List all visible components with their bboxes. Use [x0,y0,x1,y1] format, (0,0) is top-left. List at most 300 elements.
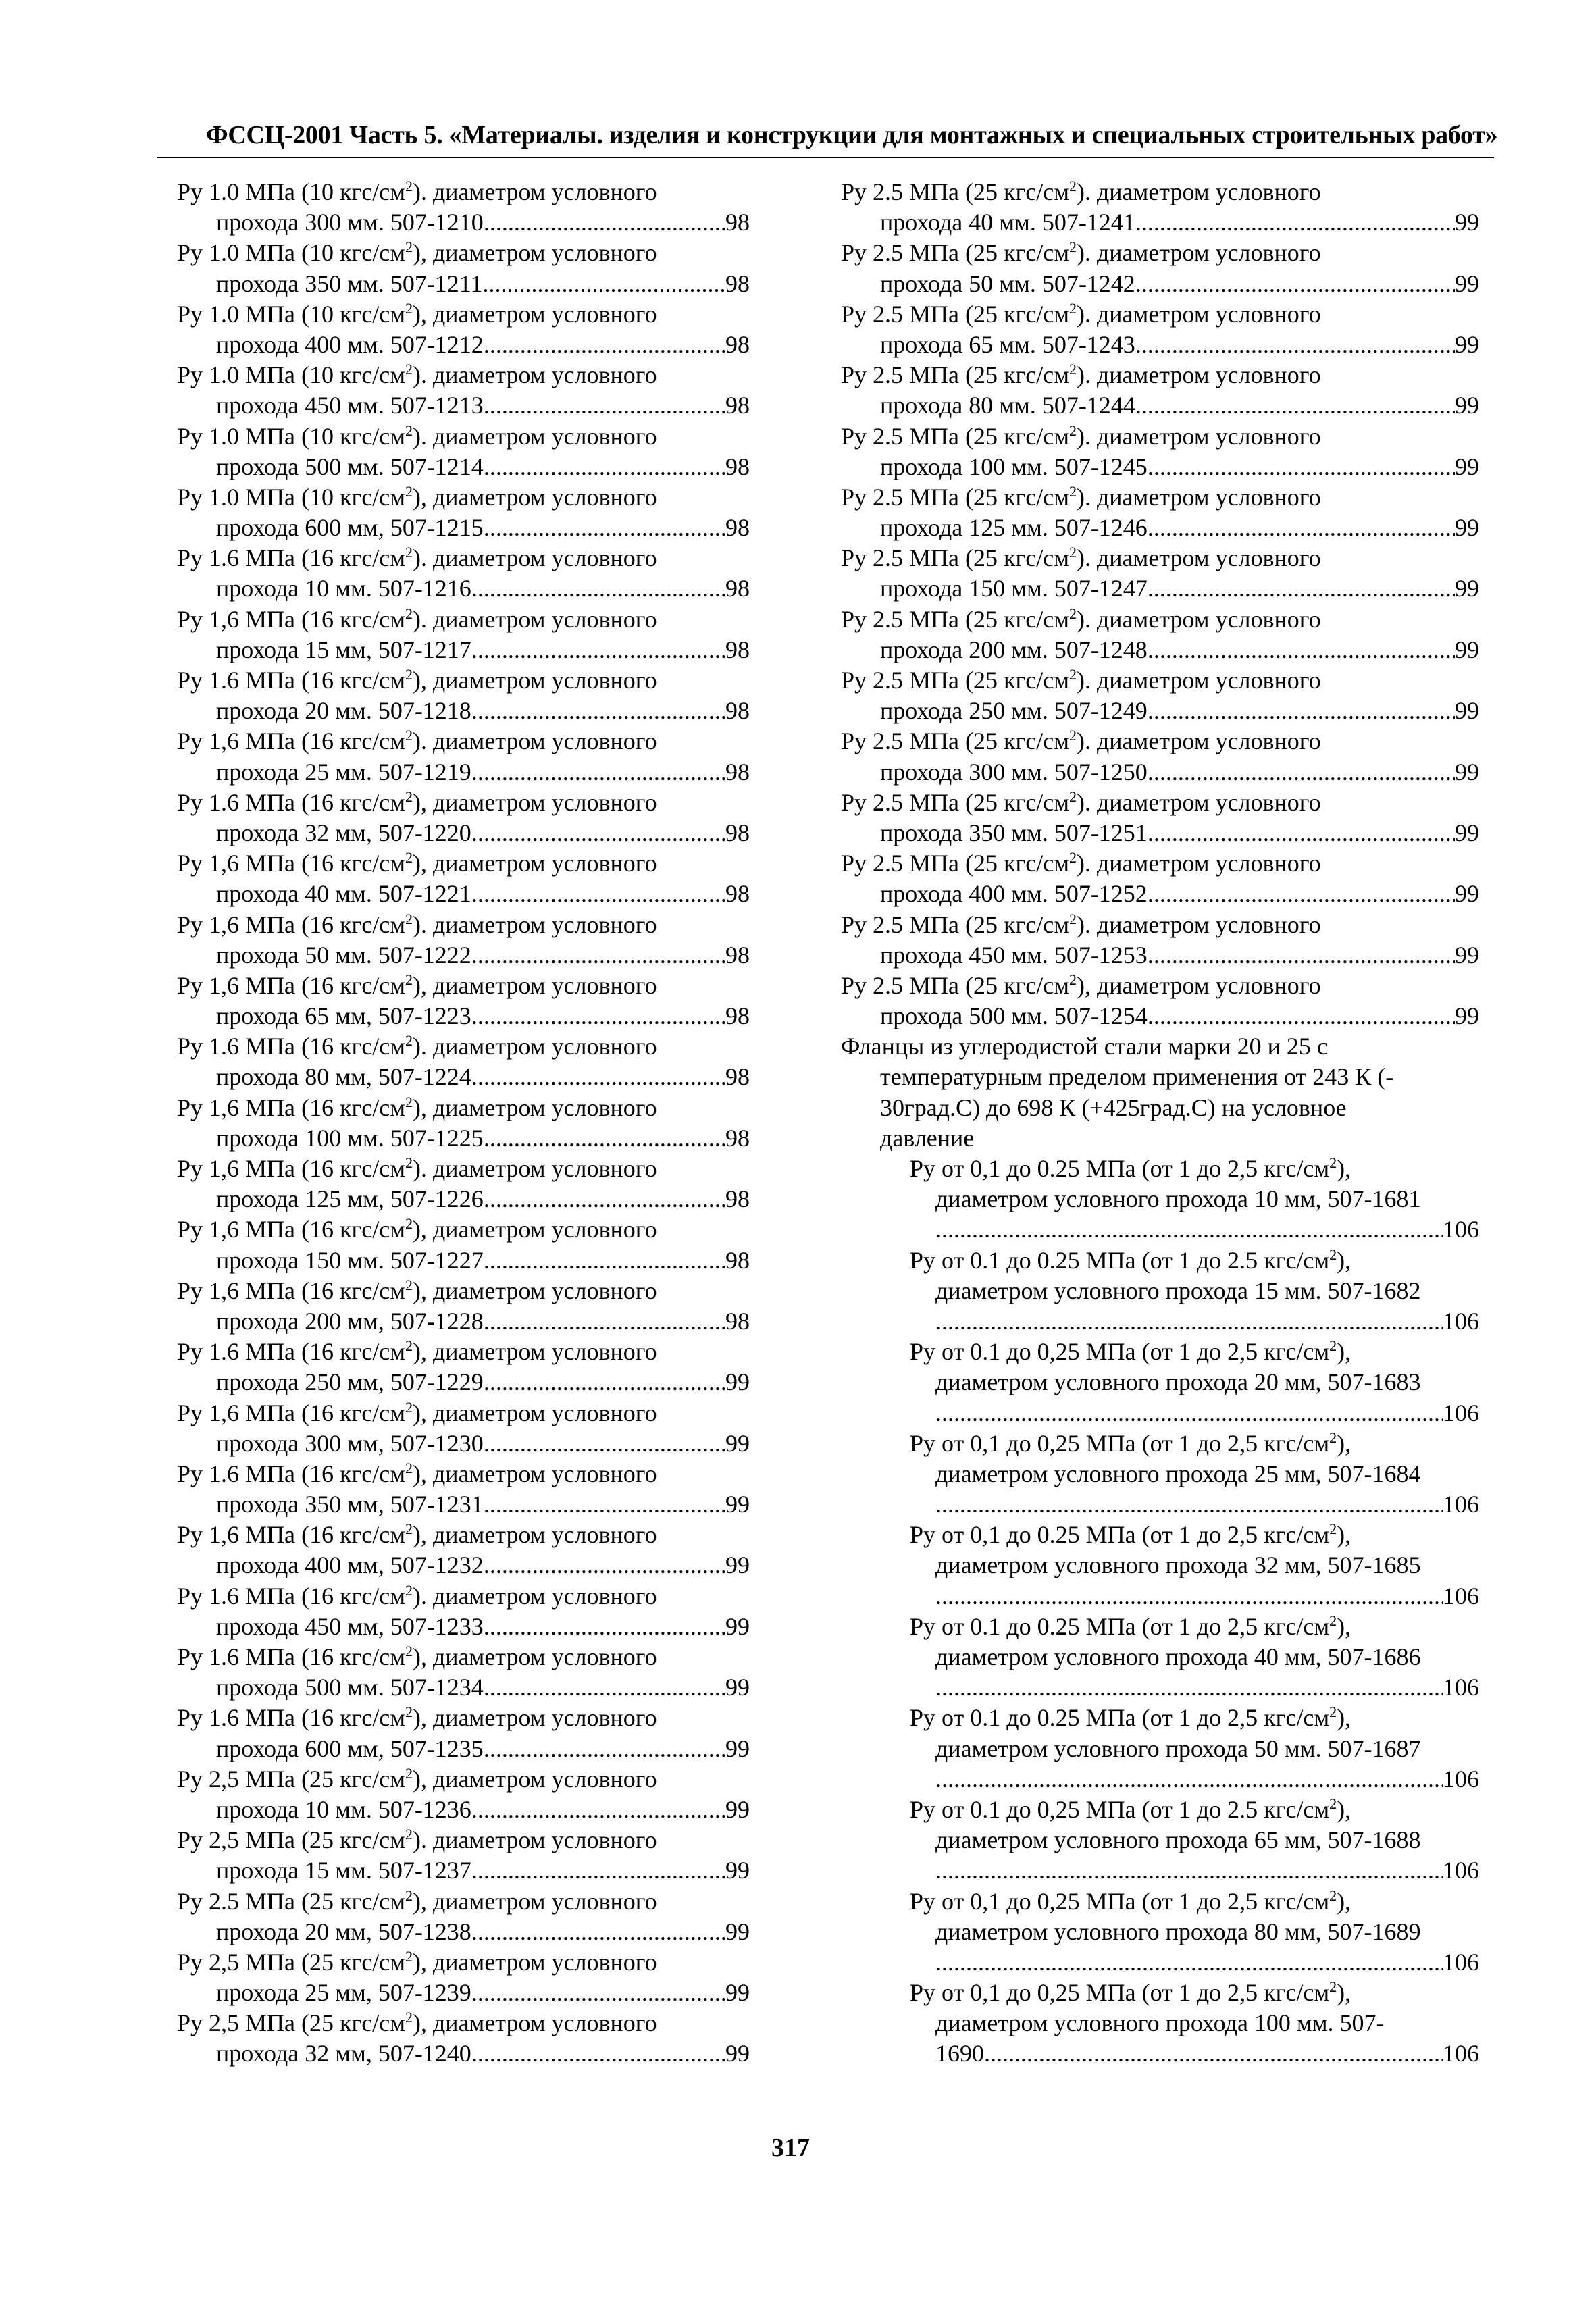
index-entry [177,726,750,787]
flange-title-rest: ), [1337,1338,1352,1366]
superscript-2: 2 [405,849,413,867]
entry-title-rest: ). диаметром условного [1077,483,1321,511]
index-entry [841,788,1479,848]
entry-detail-line [177,1795,750,1825]
superscript-2: 2 [405,1032,413,1050]
entry-pressure: Ру 1.0 МПа (10 кгс/см [177,422,405,450]
index-entry [177,1642,750,1703]
entry-page: 99 [1455,330,1479,358]
entry-detail: прохода 32 мм, 507-1240 [216,2040,471,2067]
index-entry [177,910,750,971]
leader-dots [471,1001,725,1031]
entry-pressure: Ру 2.5 МПа (25 кгс/см [841,544,1069,572]
entry-title-rest: ), диаметром условного [413,1216,657,1243]
entry-pressure: Ру 1.0 МПа (10 кгс/см [177,239,405,267]
entry-detail: прохода 50 мм. 507-1222 [216,941,471,969]
leader-dots [1148,879,1455,909]
entry-detail-line [177,1978,750,2008]
superscript-2: 2 [1069,788,1077,805]
leader-dots [1148,452,1455,482]
entry-page: 99 [725,1551,750,1579]
superscript-2: 2 [405,1886,413,1904]
entry-detail: прохода 400 мм. 507-1212 [216,330,484,358]
entry-detail: прохода 50 мм. 507-1242 [880,269,1135,297]
superscript-2: 2 [405,605,413,622]
index-entry [841,177,1479,238]
entry-title-line [177,360,750,390]
superscript-2: 2 [405,1276,413,1293]
entry-detail: прохода 250 мм, 507-1229 [216,1368,484,1396]
entry-title-line [177,177,750,207]
index-entry [177,238,750,299]
entry-title-line [841,299,1479,330]
entry-detail: прохода 500 мм. 507-1234 [216,1674,484,1701]
entry-detail-line [177,452,750,482]
index-entry [177,848,750,909]
superscript-2: 2 [1329,1154,1337,1171]
flange-mid-line: диаметром условного прохода 10 мм, 507-1681 [935,1185,1421,1213]
entry-title-rest: ), диаметром условного [413,1704,657,1732]
flange-page-line [841,1398,1479,1429]
entry-title-rest: ). диаметром условного [413,727,657,755]
flange-page: 106 [1443,1857,1479,1884]
entry-page: 99 [725,1674,750,1701]
leader-dots [935,1672,1443,1703]
entry-detail-line [177,1917,750,1947]
entry-title-line [177,1398,750,1429]
superscript-2: 2 [405,1826,413,1843]
heading-line: температурным пределом применения от 243 К (- [880,1063,1394,1091]
flange-page: 106 [1443,1307,1479,1335]
flange-mid-line: диаметром условного прохода 40 мм, 507-1686 [935,1643,1421,1670]
index-entry [177,2008,750,2069]
flange-page-line [841,1672,1479,1703]
flange-title-rest: ), [1337,1795,1352,1823]
entry-pressure: Ру 1.6 МПа (16 кгс/см [177,667,405,694]
entry-title-line [177,238,750,268]
entry-pressure: Ру 2,5 МПа (25 кгс/см [177,1948,405,1976]
flange-page-line [841,1947,1479,1978]
entry-detail-line [841,269,1479,299]
entry-title-line [841,238,1479,268]
entry-detail-line [177,1184,750,1214]
entry-title-rest: ), диаметром условного [413,971,657,999]
entry-title-rest: ), диаметром условного [413,1948,657,1976]
entry-pressure: Ру 2.5 МПа (25 кгс/см [841,727,1069,755]
entry-pressure: Ру 1.6 МПа (16 кгс/см [177,1582,405,1610]
entry-detail-line [177,1001,750,1031]
flange-title-rest: ), [1337,1979,1352,2007]
leader-dots [471,1917,725,1947]
entry-title-line [841,421,1479,452]
entry-title-rest: ), диаметром условного [413,300,657,328]
entry-title-line [841,910,1479,940]
entry-detail-line [177,1306,750,1337]
leader-dots [1135,390,1455,421]
entry-detail-line [841,330,1479,360]
entry-page: 98 [725,1124,750,1152]
flange-pressure: Ру от 0,1 до 0,25 МПа (от 1 до 2,5 кгс/см [910,1979,1330,2007]
entry-title-rest: ), диаметром условного [413,1399,657,1426]
flange-entry [841,1337,1479,1429]
flange-pressure: Ру от 0,1 до 0.25 МПа (от 1 до 2,5 кгс/см [910,1155,1330,1182]
entry-detail: прохода 125 мм. 507-1246 [880,514,1148,542]
heading-line: 30град.С) до 698 К (+425град.С) на условное [880,1094,1347,1121]
entry-page: 99 [1455,514,1479,542]
superscript-2: 2 [1329,1978,1337,1996]
entry-title-rest: ), диаметром условного [413,2009,657,2037]
leader-dots [484,513,725,543]
entry-title-rest: ), диаметром условного [1077,971,1321,999]
entry-title-rest: ). диаметром условного [1077,544,1321,572]
entry-title-line [841,971,1479,1001]
superscript-2: 2 [1329,1429,1337,1446]
entry-detail-line [177,573,750,604]
entry-page: 98 [725,941,750,969]
entry-title-rest: ), диаметром условного [413,1277,657,1304]
entry-title-line [177,1764,750,1795]
entry-detail-line [177,1550,750,1580]
entry-title-rest: ), диаметром условного [413,1643,657,1670]
leader-dots [484,1489,725,1520]
flange-title-rest: ), [1337,1521,1352,1549]
flange-pressure: Ру от 0.1 до 0.25 МПа (от 1 до 2,5 кгс/см [910,1704,1330,1732]
entry-page: 99 [1455,636,1479,663]
entry-detail: прохода 80 мм, 507-1224 [216,1063,471,1091]
superscript-2: 2 [405,1154,413,1171]
entry-pressure: Ру 2.5 МПа (25 кгс/см [177,1887,405,1915]
leader-dots [471,2038,725,2069]
flange-pressure: Ру от 0.1 до 0,25 МПа (от 1 до 2,5 кгс/см [910,1338,1330,1366]
entry-pressure: Ру 1,6 МПа (16 кгс/см [177,1521,405,1549]
superscript-2: 2 [1329,1245,1337,1263]
flange-title-line [841,1612,1479,1642]
flange-mid-line: диаметром условного прохода 80 мм, 507-1689 [935,1918,1421,1945]
flange-entry [841,1612,1479,1703]
entry-pressure: Ру 1.6 МПа (16 кгс/см [177,1643,405,1670]
entry-pressure: Ру 1,6 МПа (16 кгс/см [177,910,405,938]
flange-title-line [841,1520,1479,1550]
superscript-2: 2 [1069,910,1077,927]
leader-dots [1148,1001,1455,1031]
index-entry [177,665,750,726]
entry-page: 99 [1455,758,1479,786]
leader-dots [484,1306,725,1337]
entry-detail-line [177,635,750,665]
flange-entry [841,1429,1479,1520]
superscript-2: 2 [405,1764,413,1782]
index-entry [841,421,1479,482]
entry-title-rest: ). диаметром условного [1077,667,1321,694]
entry-detail-line [177,818,750,848]
flange-mid-line: диаметром условного прохода 100 мм. 507- [935,2009,1385,2037]
entry-detail: прохода 20 мм, 507-1238 [216,1918,471,1945]
leader-dots [484,1734,725,1764]
entry-detail: прохода 150 мм. 507-1227 [216,1246,484,1274]
entry-pressure: Ру 1,6 МПа (16 кгс/см [177,1216,405,1243]
flange-title-rest: ), [1337,1704,1352,1732]
entry-detail: прохода 200 мм, 507-1228 [216,1307,484,1335]
index-entry [177,1276,750,1337]
entry-title-line [841,177,1479,207]
entry-pressure: Ру 2.5 МПа (25 кгс/см [841,667,1069,694]
leader-dots [484,1672,725,1703]
entry-page: 99 [1455,819,1479,846]
leader-dots [984,2038,1443,2069]
leader-dots [935,1581,1443,1612]
flange-pressure: Ру от 0.1 до 0,25 МПа (от 1 до 2.5 кгс/см [910,1795,1330,1823]
entry-detail: прохода 40 мм. 507-1241 [880,209,1135,236]
entry-title-rest: ), диаметром условного [413,1338,657,1366]
entry-title-rest: ), диаметром условного [413,850,657,877]
flange-title-line [841,1703,1479,1733]
superscript-2: 2 [1069,299,1077,317]
entry-title-rest: ). диаметром условного [1077,850,1321,877]
entry-page: 99 [725,1491,750,1518]
leader-dots [1148,573,1455,604]
leader-dots [482,269,725,299]
entry-detail-line [177,390,750,421]
leader-dots [1135,330,1455,360]
entry-detail-line [177,1489,750,1520]
entry-title-rest: ). диаметром условного [413,544,657,572]
entry-page: 98 [725,697,750,725]
entry-title-line [841,788,1479,818]
entry-detail-line [841,879,1479,909]
entry-pressure: Ру 1.0 МПа (10 кгс/см [177,483,405,511]
leader-dots [471,757,725,788]
entry-title-rest: ), диаметром условного [413,1460,657,1487]
flange-title-rest: ), [1337,1155,1352,1182]
entry-title-line [177,1581,750,1612]
entry-page: 98 [725,1002,750,1030]
entry-title-line [177,1276,750,1306]
entry-title-line [177,1947,750,1978]
entry-pressure: Ру 2.5 МПа (25 кгс/см [841,788,1069,816]
index-entry [841,360,1479,421]
leader-dots [935,1489,1443,1520]
entry-pressure: Ру 2.5 МПа (25 кгс/см [841,300,1069,328]
entry-detail: прохода 350 мм. 507-1211 [216,269,483,297]
entry-title-line [177,299,750,330]
entry-pressure: Ру 1.0 МПа (10 кгс/см [177,300,405,328]
entry-title-rest: ). диаметром условного [1077,422,1321,450]
entry-detail-line [177,1245,750,1276]
entry-page: 98 [725,636,750,663]
index-entry [177,421,750,482]
entry-title-line [177,2008,750,2038]
page-number: 317 [771,2134,810,2162]
entry-title-line [177,1337,750,1367]
index-entry [177,1520,750,1580]
superscript-2: 2 [1329,1795,1337,1812]
entry-pressure: Ру 1.6 МПа (16 кгс/см [177,1460,405,1487]
entry-title-line [177,788,750,818]
section-heading-flanges [841,1031,1479,1154]
leader-dots [1148,635,1455,665]
running-header: ФССЦ-2001 Часть 5. «Материалы. изделия и конструкции для монтажных и специальных строительных работ» [206,121,1498,149]
entry-title-rest: ). диаметром условного [1077,178,1321,205]
entry-title-rest: ), диаметром условного [413,667,657,694]
flange-entry [841,1795,1479,1886]
leader-dots [471,696,725,726]
entry-title-line [177,1154,750,1184]
flange-entry [841,1520,1479,1612]
leader-dots [935,1306,1443,1337]
entry-title-rest: ), диаметром условного [413,1521,657,1549]
flange-title-line [841,1337,1479,1367]
flange-entry [841,1886,1479,1978]
superscript-2: 2 [405,1337,413,1355]
index-entry [841,238,1479,299]
entry-page: 99 [725,1979,750,2007]
entry-detail: прохода 350 мм, 507-1231 [216,1491,484,1518]
entry-title-line [177,726,750,756]
flange-title-line [841,1429,1479,1459]
entry-pressure: Ру 2,5 МПа (25 кгс/см [177,1826,405,1854]
entry-page: 99 [1455,269,1479,297]
entry-detail: прохода 350 мм. 507-1251 [880,819,1148,846]
entry-detail-line [841,818,1479,848]
index-entry [177,1154,750,1214]
superscript-2: 2 [1069,666,1077,683]
leader-dots [1148,513,1455,543]
index-entry [177,1398,750,1459]
flange-entry [841,1154,1479,1245]
entry-detail: прохода 450 мм. 507-1253 [880,941,1148,969]
index-entry [841,910,1479,971]
entry-title-rest: ). диаметром условного [413,422,657,450]
superscript-2: 2 [405,361,413,378]
leader-dots [1135,207,1455,238]
entry-title-line [841,726,1479,756]
entry-detail-line [177,330,750,360]
entry-detail: прохода 500 мм. 507-1214 [216,453,484,480]
entry-detail-line [177,757,750,788]
entry-detail: прохода 40 мм. 507-1221 [216,880,471,908]
entry-detail: прохода 25 мм, 507-1239 [216,1979,471,2007]
entry-page: 98 [725,758,750,786]
entry-page: 98 [725,330,750,358]
superscript-2: 2 [405,1215,413,1233]
leader-dots [471,635,725,665]
entry-detail-line [177,1123,750,1154]
entry-pressure: Ру 2,5 МПа (25 кгс/см [177,1765,405,1793]
entry-title-rest: ). диаметром условного [413,1582,657,1610]
entry-pressure: Ру 2.5 МПа (25 кгс/см [841,422,1069,450]
entry-detail: прохода 100 мм. 507-1225 [216,1124,484,1152]
entry-page: 98 [725,269,750,297]
flange-title-line [841,1886,1479,1917]
entry-page: 98 [725,819,750,846]
entry-title-rest: ). диаметром условного [413,1033,657,1060]
entry-pressure: Ру 2.5 МПа (25 кгс/см [841,850,1069,877]
leader-dots [484,1245,725,1276]
flange-mid-line: диаметром условного прохода 20 мм, 507-1683 [935,1368,1421,1396]
leader-dots [471,1795,725,1825]
superscript-2: 2 [405,1093,413,1110]
flange-title-rest: ), [1337,1612,1352,1640]
leader-dots [471,879,725,909]
entry-title-line [177,1214,750,1245]
heading-line: Фланцы из углеродистой стали марки 20 и 25 с [841,1033,1328,1060]
index-entry [841,299,1479,360]
superscript-2: 2 [405,666,413,683]
flange-pressure: Ру от 0,1 до 0.25 МПа (от 1 до 2,5 кгс/см [910,1521,1330,1549]
leader-dots [484,330,725,360]
flange-page: 106 [1443,1765,1479,1793]
leader-dots [1148,696,1455,726]
flange-title-line [841,1245,1479,1276]
index-entry [177,1214,750,1275]
entry-title-rest: ). диаметром условного [1077,910,1321,938]
flange-title-rest: ), [1337,1246,1352,1274]
flange-entry [841,1245,1479,1337]
heading-line: давление [880,1124,975,1152]
flange-entry [841,1978,1479,2069]
entry-title-rest: ), диаметром условного [413,788,657,816]
entry-page: 98 [725,1307,750,1335]
header-rule [157,157,1494,158]
flange-mid-line: диаметром условного прохода 15 мм. 507-1682 [935,1277,1421,1304]
superscript-2: 2 [1069,544,1077,561]
entry-page: 99 [725,1368,750,1396]
entry-title-rest: ). диаметром условного [1077,605,1321,633]
entry-title-rest: ). диаметром условного [413,178,657,205]
entry-detail: прохода 150 мм. 507-1247 [880,575,1148,602]
entry-page: 98 [725,209,750,236]
entry-detail: прохода 65 мм, 507-1223 [216,1002,471,1030]
flange-page-line [841,2038,1479,2069]
entry-title-rest: ). диаметром условного [1077,239,1321,267]
leader-dots [471,1062,725,1092]
superscript-2: 2 [405,421,413,439]
entry-detail: прохода 200 мм. 507-1248 [880,636,1148,663]
entry-page: 99 [725,1612,750,1640]
entry-title-line [841,482,1479,513]
entry-detail: прохода 250 мм. 507-1249 [880,697,1148,725]
entry-detail: прохода 32 мм, 507-1220 [216,819,471,846]
superscript-2: 2 [1329,1886,1337,1904]
superscript-2: 2 [1069,361,1077,378]
entry-detail-line [177,1367,750,1397]
entry-detail: прохода 300 мм, 507-1230 [216,1429,484,1457]
entry-detail-line [177,1855,750,1886]
entry-pressure: Ру 1,6 МПа (16 кгс/см [177,971,405,999]
entry-detail: прохода 25 мм. 507-1219 [216,758,471,786]
entry-detail: прохода 450 мм, 507-1233 [216,1612,484,1640]
entry-pressure: Ру 1,6 МПа (16 кгс/см [177,605,405,633]
entry-detail-line [177,1612,750,1642]
entry-detail: прохода 20 мм. 507-1218 [216,697,471,725]
entry-page: 99 [1455,1002,1479,1030]
superscript-2: 2 [405,1703,413,1721]
entry-title-rest: ). диаметром условного [413,1826,657,1854]
entry-detail: прохода 450 мм. 507-1213 [216,392,484,419]
entry-detail-line [177,1429,750,1459]
superscript-2: 2 [1069,727,1077,744]
superscript-2: 2 [1069,971,1077,988]
leader-dots [484,1367,725,1397]
entry-page: 99 [725,1918,750,1945]
entry-title-line [177,1703,750,1733]
entry-pressure: Ру 2.5 МПа (25 кгс/см [841,971,1069,999]
entry-page: 98 [725,453,750,480]
index-entry [841,726,1479,787]
entry-title-line [177,665,750,696]
superscript-2: 2 [405,1947,413,1965]
entry-page: 98 [725,514,750,542]
